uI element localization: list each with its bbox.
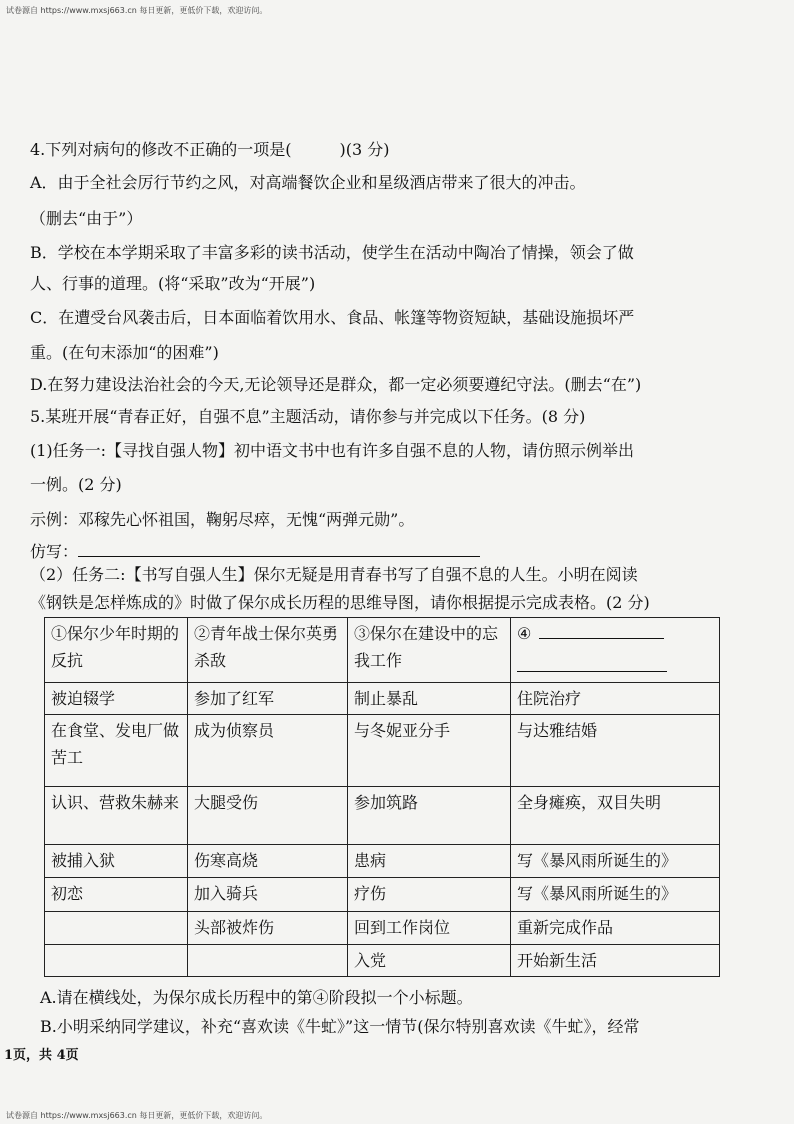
table-row <box>45 683 720 715</box>
table-row <box>45 945 720 977</box>
footer-watermark: 试卷源自 https://www.mxsj663.cn 每日更新，更低价下载，欢迎访问。 <box>6 1111 268 1120</box>
table-cell: 写《暴风雨所诞生的》 <box>511 878 720 912</box>
table-cell: 与达雅结婚 <box>511 715 720 787</box>
stage4-number: ④ <box>517 624 532 643</box>
table-cell: 患病 <box>348 845 511 878</box>
table-cell: 成为侦察员 <box>188 715 348 787</box>
table-cell <box>45 912 188 945</box>
stage4-title-blank[interactable] <box>539 620 664 639</box>
table-cell: 参加了红军 <box>188 683 348 715</box>
stage4-title-blank-line2[interactable] <box>517 647 667 672</box>
table-cell: 加入骑兵 <box>188 878 348 912</box>
table-row <box>45 845 720 878</box>
question-4-stem: 4.下列对病句的修改不正确的一项是( )(3 分) <box>30 140 390 159</box>
option-c-line2: 重。(在句末添加“的困难”) <box>30 343 219 362</box>
table-cell: 写《暴风雨所诞生的》 <box>511 845 720 878</box>
paul-growth-table <box>44 617 720 977</box>
table-header-cell: ③保尔在建设中的忘我工作 <box>348 618 511 683</box>
table-cell: 认识、营救朱赫来 <box>45 787 188 845</box>
subquestion-a: A.请在横线处，为保尔成长历程中的第④阶段拟一个小标题。 <box>40 988 473 1007</box>
table-cell: 被捕入狱 <box>45 845 188 878</box>
option-d: D.在努力建设法治社会的今天,无论领导还是群众，都一定必须要遵纪守法。(删去“在”) <box>30 375 642 394</box>
table-header-cell: ②青年战士保尔英勇杀敌 <box>188 618 348 683</box>
imitate-line <box>30 539 480 562</box>
table-cell: 在食堂、发电厂做苦工 <box>45 715 188 787</box>
task2-line2: 《钢铁是怎样炼成的》时做了保尔成长历程的思维导图，请你根据提示完成表格。(2 分) <box>30 593 650 612</box>
task1-line2: 一例。(2 分) <box>30 475 122 494</box>
page-number: 1页，共 4页 <box>4 1048 79 1063</box>
table-cell: 疗伤 <box>348 878 511 912</box>
table-row <box>45 787 720 845</box>
table-cell: 与冬妮亚分手 <box>348 715 511 787</box>
table-row <box>45 878 720 912</box>
question-5-stem: 5.某班开展“青春正好，自强不息”主题活动，请你参与并完成以下任务。(8 分) <box>30 407 586 426</box>
table-cell: 伤寒高烧 <box>188 845 348 878</box>
table-header-cell-stage4 <box>511 618 720 683</box>
table-cell: 制止暴乱 <box>348 683 511 715</box>
table-cell: 回到工作岗位 <box>348 912 511 945</box>
table-cell: 入党 <box>348 945 511 977</box>
example-line: 示例：邓稼先心怀祖国，鞠躬尽瘁，无愧“两弹元勋”。 <box>30 510 415 529</box>
option-a-line1: A．由于全社会厉行节约之风，对高端餐饮企业和星级酒店带来了很大的冲击。 <box>30 173 586 192</box>
imitate-label: 仿写： <box>30 542 79 561</box>
task1-line1: (1)任务一:【寻找自强人物】初中语文书中也有许多自强不息的人物，请仿照示例举出 <box>30 441 635 460</box>
table-cell <box>188 945 348 977</box>
table-cell: 大腿受伤 <box>188 787 348 845</box>
table-cell: 被迫辍学 <box>45 683 188 715</box>
table-row <box>45 912 720 945</box>
subquestion-b: B.小明采纳同学建议，补充“喜欢读《牛虻》”这一情节(保尔特别喜欢读《牛虻》，经常 <box>40 1017 640 1036</box>
table-cell: 头部被炸伤 <box>188 912 348 945</box>
table-cell: 全身瘫痪，双目失明 <box>511 787 720 845</box>
option-a-line2: （删去“由于”） <box>30 209 143 228</box>
table-header-cell: ①保尔少年时期的反抗 <box>45 618 188 683</box>
table-cell: 住院治疗 <box>511 683 720 715</box>
table-cell: 重新完成作品 <box>511 912 720 945</box>
table-cell: 参加筑路 <box>348 787 511 845</box>
option-b-line1: B．学校在本学期采取了丰富多彩的读书活动，使学生在活动中陶冶了情操，领会了做 <box>30 243 634 262</box>
table-row <box>45 715 720 787</box>
table-cell <box>45 945 188 977</box>
task2-line1: （2）任务二:【书写自强人生】保尔无疑是用青春书写了自强不息的人生。小明在阅读 <box>30 565 638 584</box>
table-cell: 开始新生活 <box>511 945 720 977</box>
header-watermark: 试卷源自 https://www.mxsj663.cn 每日更新，更低价下载，欢迎访问。 <box>6 6 268 15</box>
option-b-line2: 人、行事的道理。(将“采取”改为“开展”) <box>30 274 316 293</box>
table-header-row <box>45 618 720 683</box>
table-cell: 初恋 <box>45 878 188 912</box>
imitate-answer-blank[interactable] <box>78 542 480 557</box>
option-c-line1: C．在遭受台风袭击后，日本面临着饮用水、食品、帐篷等物资短缺，基础设施损坏严 <box>30 308 635 327</box>
